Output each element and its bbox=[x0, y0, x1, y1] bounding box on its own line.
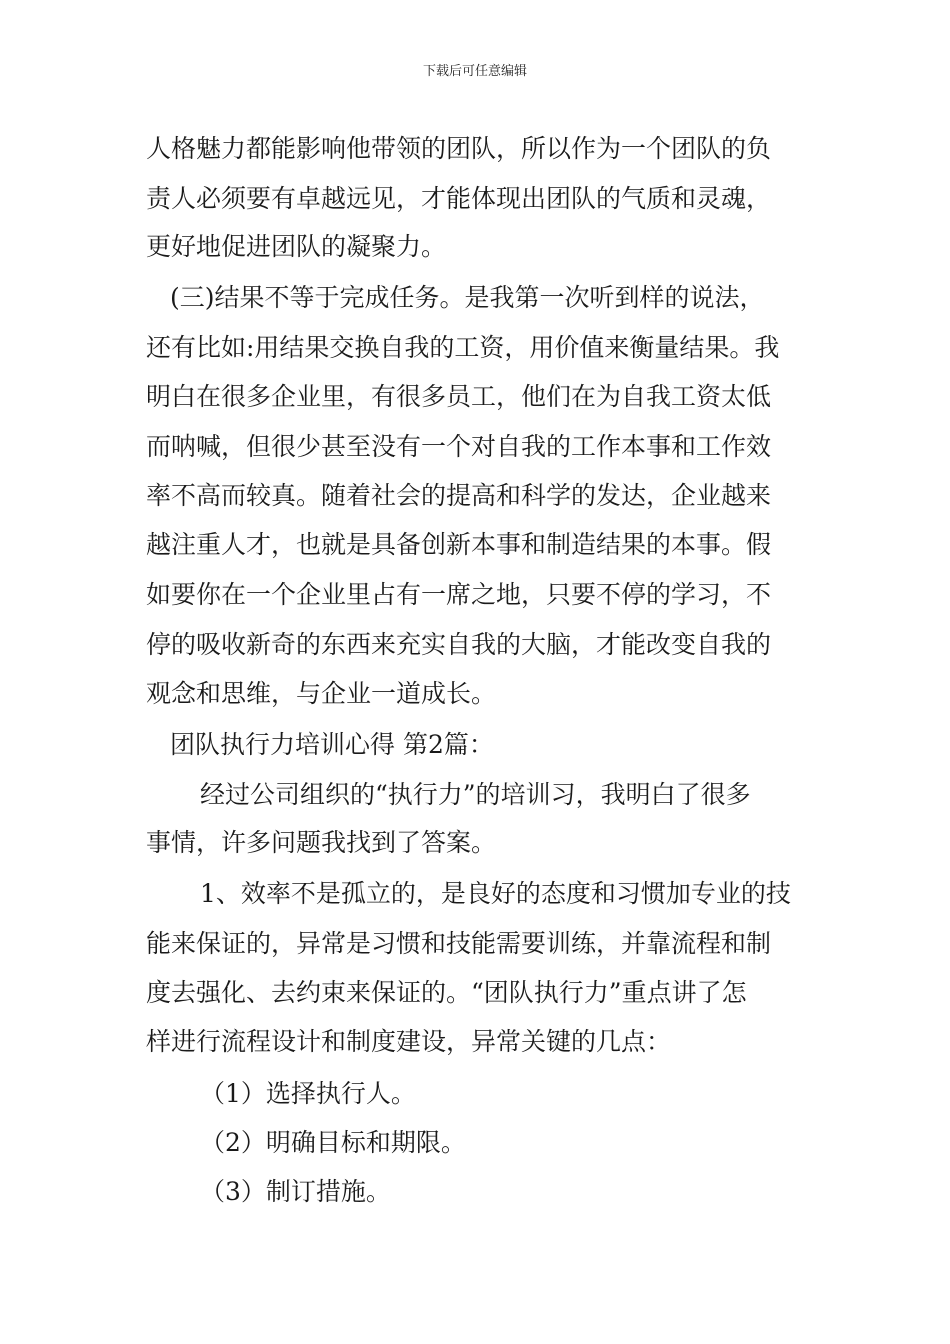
text-line: 1、效率不是孤立的，是良好的态度和习惯加专业的技 bbox=[200, 879, 791, 908]
text-line: 能来保证的，异常是习惯和技能需要训练，并靠流程和制 bbox=[146, 929, 772, 958]
text-line: 样进行流程设计和制度建设，异常关键的几点： bbox=[146, 1027, 672, 1056]
text-line: （1）选择执行人。 bbox=[200, 1079, 416, 1108]
text-line: 人格魅力都能影响他带领的团队，所以作为一个团队的负 bbox=[146, 134, 772, 163]
text-line: 度去强化、去约束来保证的。“团队执行力”重点讲了怎 bbox=[146, 978, 747, 1007]
text-line: 率不高而较真。随着社会的提高和科学的发达，企业越来 bbox=[146, 481, 772, 510]
text-line: 更好地促进团队的凝聚力。 bbox=[146, 232, 447, 261]
page-header: 下载后可任意编辑 bbox=[422, 64, 527, 79]
text-line: 如要你在一个企业里占有一席之地，只要不停的学习，不 bbox=[146, 580, 772, 609]
text-line: 明白在很多企业里，有很多员工，他们在为自我工资太低 bbox=[146, 382, 772, 411]
text-line: （2）明确目标和期限。 bbox=[200, 1128, 466, 1157]
text-line: 经过公司组织的“执行力”的培训习，我明白了很多 bbox=[200, 780, 751, 809]
text-line: 还有比如:用结果交换自我的工资，用价值来衡量结果。我 bbox=[146, 333, 780, 362]
text-line: 观念和思维，与企业一道成长。 bbox=[146, 679, 497, 708]
text-line: (三)结果不等于完成任务。是我第一次听到样的说法， bbox=[170, 283, 765, 312]
text-line: 而呐喊，但很少甚至没有一个对自我的工作本事和工作效 bbox=[146, 432, 772, 461]
text-line: 团队执行力培训心得 第2篇： bbox=[170, 730, 494, 759]
text-line: 停的吸收新奇的东西来充实自我的大脑，才能改变自我的 bbox=[146, 630, 772, 659]
text-line: 越注重人才，也就是具备创新本事和制造结果的本事。假 bbox=[146, 530, 772, 559]
text-line: 事情，许多问题我找到了答案。 bbox=[146, 828, 497, 857]
text-line: （3）制订措施。 bbox=[200, 1177, 391, 1206]
text-line: 责人必须要有卓越远见，才能体现出团队的气质和灵魂， bbox=[146, 184, 772, 213]
